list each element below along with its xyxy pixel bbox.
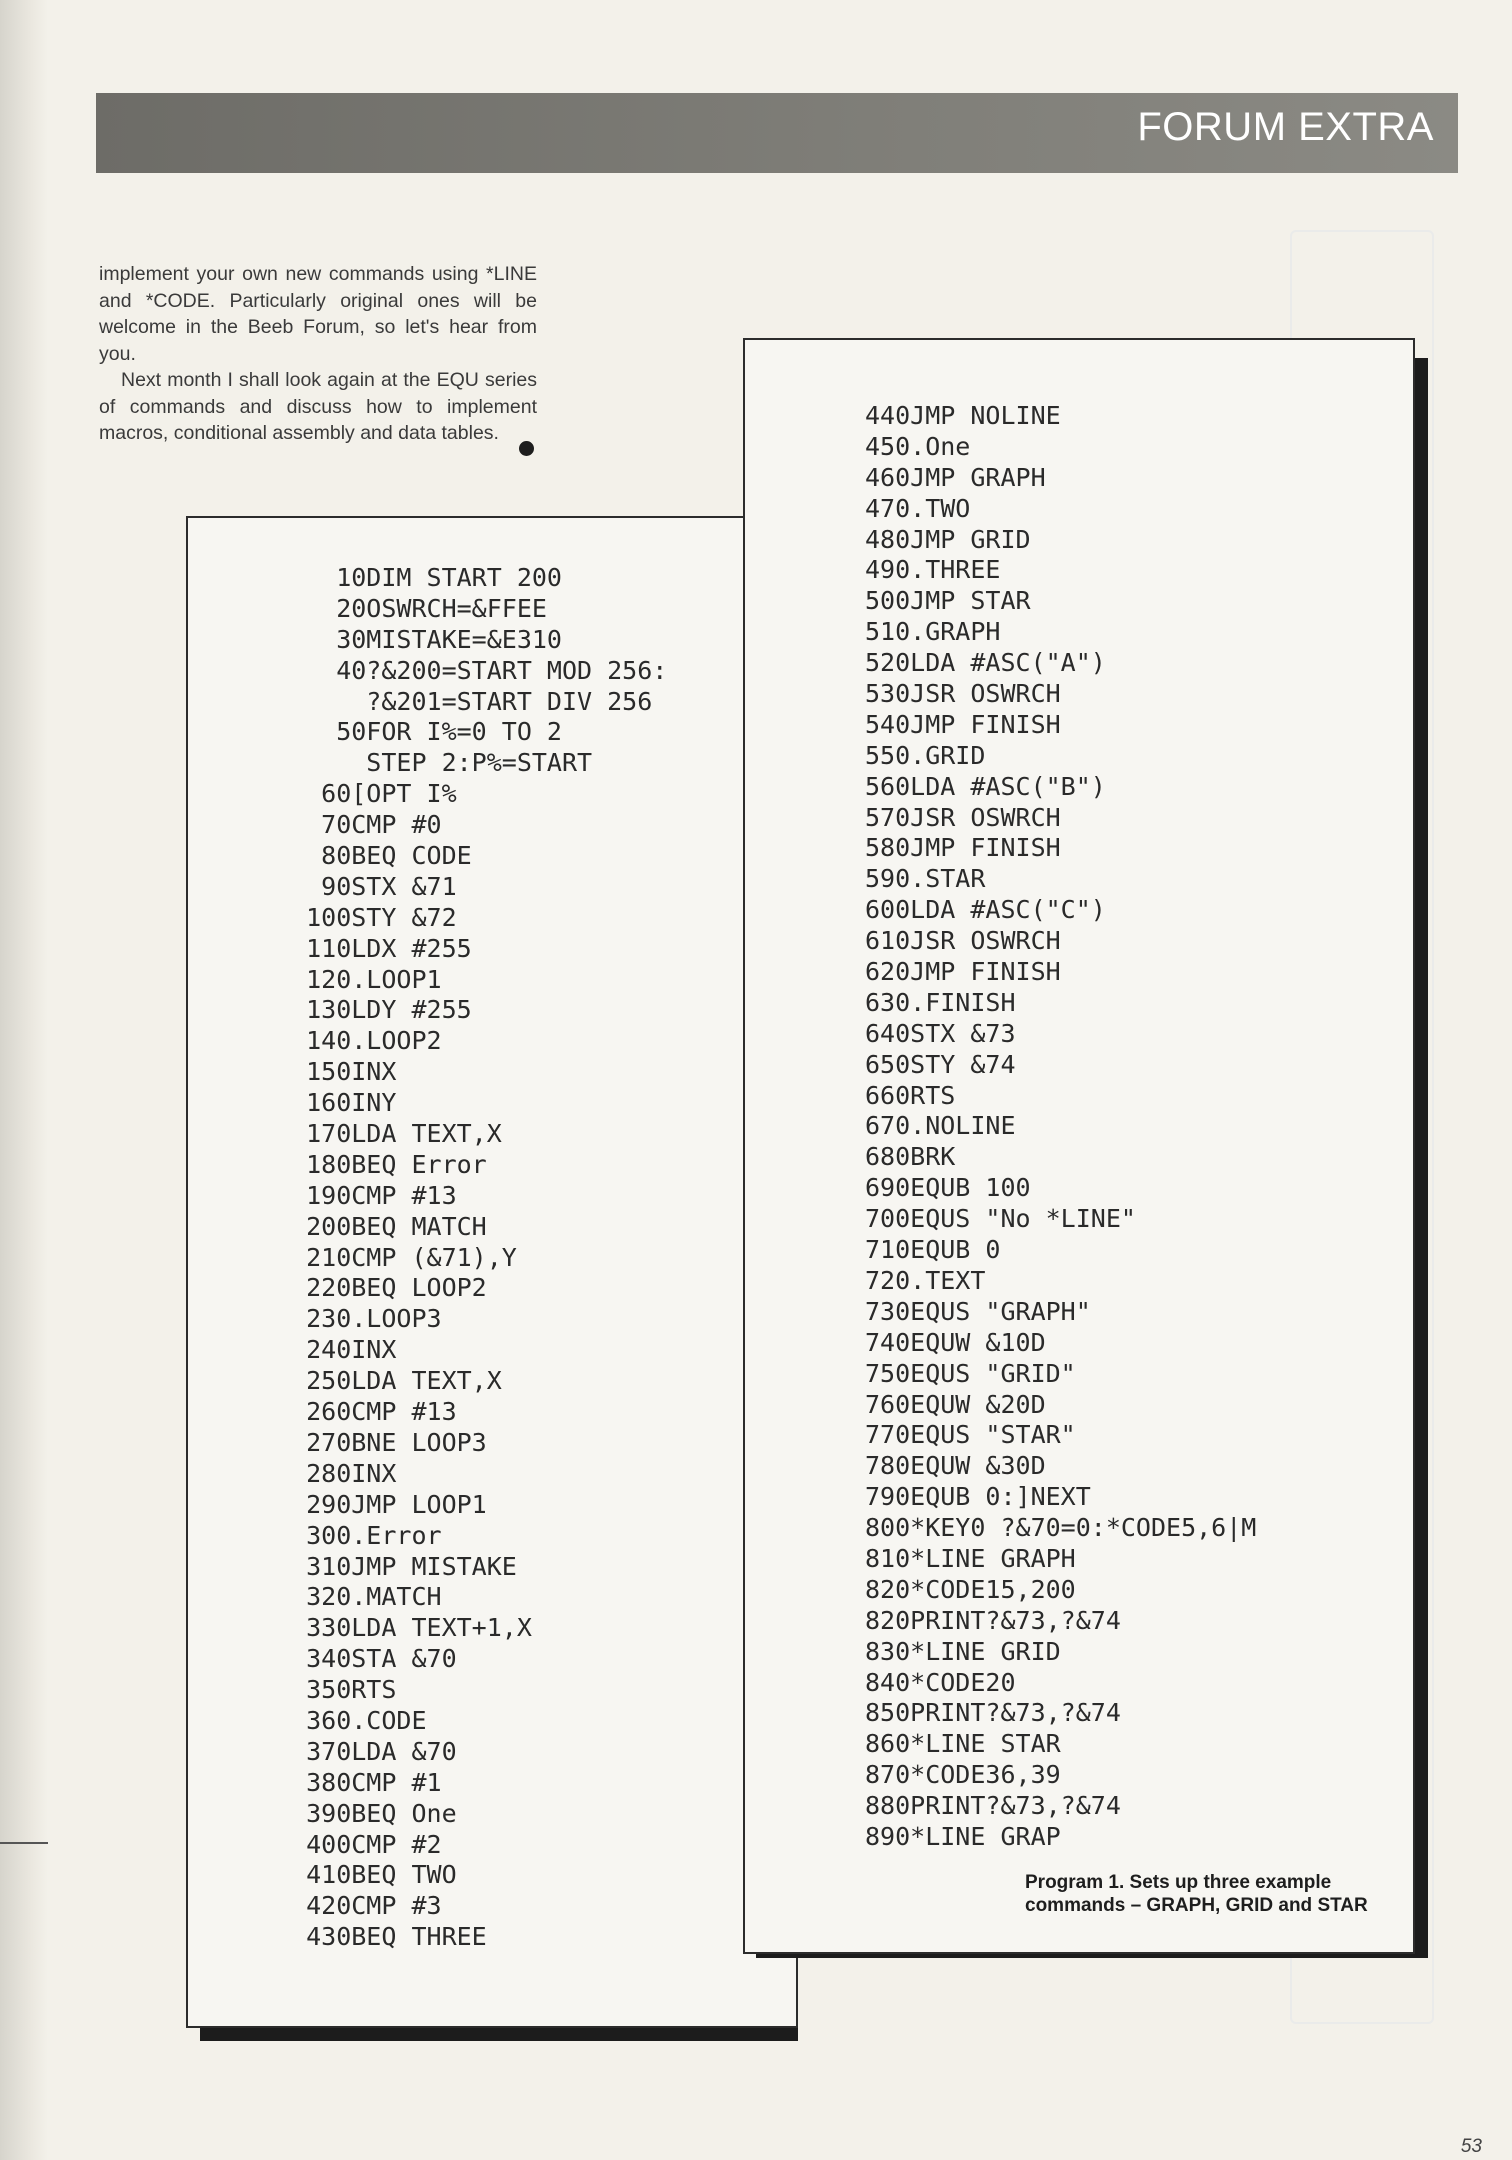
code-line: 260CMP #13 <box>276 1397 457 1427</box>
code-line: 350RTS <box>276 1675 397 1705</box>
code-line: 110LDX #255 <box>276 933 472 963</box>
code-line: 310JMP MISTAKE <box>276 1551 517 1581</box>
code-line: 140.LOOP2 <box>276 1026 442 1056</box>
code-line: 120.LOOP1 <box>276 964 442 994</box>
code-line: 790EQUB 0:]NEXT <box>865 1482 1091 1512</box>
page-number: 53 <box>1460 2136 1482 2157</box>
code-line: 80BEQ CODE <box>276 841 472 871</box>
end-bullet <box>519 441 534 456</box>
code-line: 380CMP #1 <box>276 1767 442 1797</box>
code-line: 100STY &72 <box>276 902 457 932</box>
intro-paragraph-2: Next month I shall look again at the EQU series of commands and discuss how to implement macros, conditional assembly and data tables. <box>99 369 537 444</box>
code-line: 220BEQ LOOP2 <box>276 1273 487 1303</box>
code-line: 50FOR I%=0 TO 2 <box>276 717 562 747</box>
code-line: 860*LINE STAR <box>865 1729 1061 1759</box>
code-line: 320.MATCH <box>276 1582 442 1612</box>
code-line: 330LDA TEXT+1,X <box>276 1613 532 1643</box>
code-line: 530JSR OSWRCH <box>865 679 1061 709</box>
code-line: 650STY &74 <box>865 1049 1016 1079</box>
code-line: 600LDA #ASC("C") <box>865 895 1106 925</box>
code-line: 580JMP FINISH <box>865 833 1061 863</box>
code-line: 240INX <box>276 1335 397 1365</box>
code-line: 360.CODE <box>276 1705 427 1735</box>
intro-paragraph-1: implement your own new commands using *LINE and *CODE. Particularly original ones will be welcome in the Beeb Forum, so let's hear from you. <box>99 263 537 365</box>
code-line: 130LDY #255 <box>276 995 472 1025</box>
listing-left <box>276 563 667 1953</box>
code-line: 10DIM START 200 <box>276 563 562 592</box>
code-line: ?&201=START DIV 256 <box>276 686 653 716</box>
program-caption: Program 1. Sets up three example commands – GRAPH, GRID and STAR <box>1025 1872 1368 1916</box>
code-line: 410BEQ TWO <box>276 1860 457 1890</box>
code-line: 540JMP FINISH <box>865 709 1061 739</box>
code-line: 890*LINE GRAP <box>865 1821 1061 1851</box>
code-line: 640STX &73 <box>865 1018 1016 1048</box>
code-line: 180BEQ Error <box>276 1149 487 1179</box>
code-line: 810*LINE GRAPH <box>865 1543 1076 1573</box>
code-line: 90STX &71 <box>276 871 457 901</box>
margin-rule <box>0 1842 48 1844</box>
code-line: 190CMP #13 <box>276 1180 457 1210</box>
code-line: 820*CODE15,200 <box>865 1574 1076 1604</box>
code-line: 780EQUW &30D <box>865 1451 1046 1481</box>
code-line: 760EQUW &20D <box>865 1389 1046 1419</box>
code-line: 830*LINE GRID <box>865 1636 1061 1666</box>
code-line: 850PRINT?&73,?&74 <box>865 1698 1121 1728</box>
code-line: 710EQUB 0 <box>865 1235 1001 1265</box>
code-line: 680BRK <box>865 1142 956 1172</box>
code-line: 290JMP LOOP1 <box>276 1489 487 1519</box>
code-line: 470.TWO <box>865 493 971 523</box>
code-line: 570JSR OSWRCH <box>865 802 1061 832</box>
code-line: 40?&200=START MOD 256: <box>276 655 668 685</box>
code-line: 590.STAR <box>865 864 986 894</box>
code-line: 400CMP #2 <box>276 1829 442 1859</box>
code-line: 520LDA #ASC("A") <box>865 648 1106 678</box>
code-line: 200BEQ MATCH <box>276 1211 487 1241</box>
section-title: FORUM EXTRA <box>1137 105 1434 149</box>
intro-text <box>99 261 537 447</box>
code-line: 770EQUS "STAR" <box>865 1420 1076 1450</box>
code-line: 280INX <box>276 1458 397 1488</box>
code-line: 720.TEXT <box>865 1265 986 1295</box>
code-line: 70CMP #0 <box>276 810 442 840</box>
code-line: 510.GRAPH <box>865 617 1001 647</box>
code-line: 460JMP GRAPH <box>865 462 1046 492</box>
code-line: 230.LOOP3 <box>276 1304 442 1334</box>
code-line: STEP 2:P%=START <box>276 748 593 778</box>
code-line: 450.One <box>865 431 971 461</box>
code-line: 820PRINT?&73,?&74 <box>865 1605 1121 1635</box>
code-line: 670.NOLINE <box>865 1111 1016 1141</box>
code-line: 730EQUS "GRAPH" <box>865 1296 1091 1326</box>
code-line: 660RTS <box>865 1080 956 1110</box>
code-line: 630.FINISH <box>865 987 1016 1017</box>
code-line: 160INY <box>276 1088 397 1118</box>
code-line: 440JMP NOLINE <box>865 401 1061 430</box>
code-line: 560LDA #ASC("B") <box>865 771 1106 801</box>
code-line: 750EQUS "GRID" <box>865 1358 1076 1388</box>
code-line: 700EQUS "No *LINE" <box>865 1204 1136 1234</box>
code-line: 840*CODE20 <box>865 1667 1016 1697</box>
code-line: 500JMP STAR <box>865 586 1031 616</box>
code-line: 880PRINT?&73,?&74 <box>865 1791 1121 1821</box>
section-header-bar <box>96 93 1458 173</box>
code-line: 800*KEY0 ?&70=0:*CODE5,6|M <box>865 1513 1257 1543</box>
code-line: 490.THREE <box>865 555 1001 585</box>
code-line: 620JMP FINISH <box>865 957 1061 987</box>
code-line: 870*CODE36,39 <box>865 1760 1061 1790</box>
code-line: 480JMP GRID <box>865 524 1031 554</box>
code-line: 390BEQ One <box>276 1798 457 1828</box>
listing-right <box>865 401 1256 1853</box>
code-line: 300.Error <box>276 1520 442 1550</box>
code-line: 60[OPT I% <box>276 779 457 809</box>
code-line: 420CMP #3 <box>276 1891 442 1921</box>
code-line: 170LDA TEXT,X <box>276 1119 502 1149</box>
code-line: 610JSR OSWRCH <box>865 926 1061 956</box>
code-line: 210CMP (&71),Y <box>276 1242 517 1272</box>
code-line: 740EQUW &10D <box>865 1327 1046 1357</box>
code-line: 270BNE LOOP3 <box>276 1427 487 1457</box>
code-line: 20OSWRCH=&FFEE <box>276 593 547 623</box>
code-line: 550.GRID <box>865 740 986 770</box>
code-line: 340STA &70 <box>276 1644 457 1674</box>
code-line: 690EQUB 100 <box>865 1173 1031 1203</box>
code-line: 370LDA &70 <box>276 1736 457 1766</box>
code-line: 250LDA TEXT,X <box>276 1366 502 1396</box>
code-line: 30MISTAKE=&E310 <box>276 624 562 654</box>
code-line: 430BEQ THREE <box>276 1922 487 1952</box>
page-gutter-shadow <box>0 0 48 2160</box>
code-line: 150INX <box>276 1057 397 1087</box>
